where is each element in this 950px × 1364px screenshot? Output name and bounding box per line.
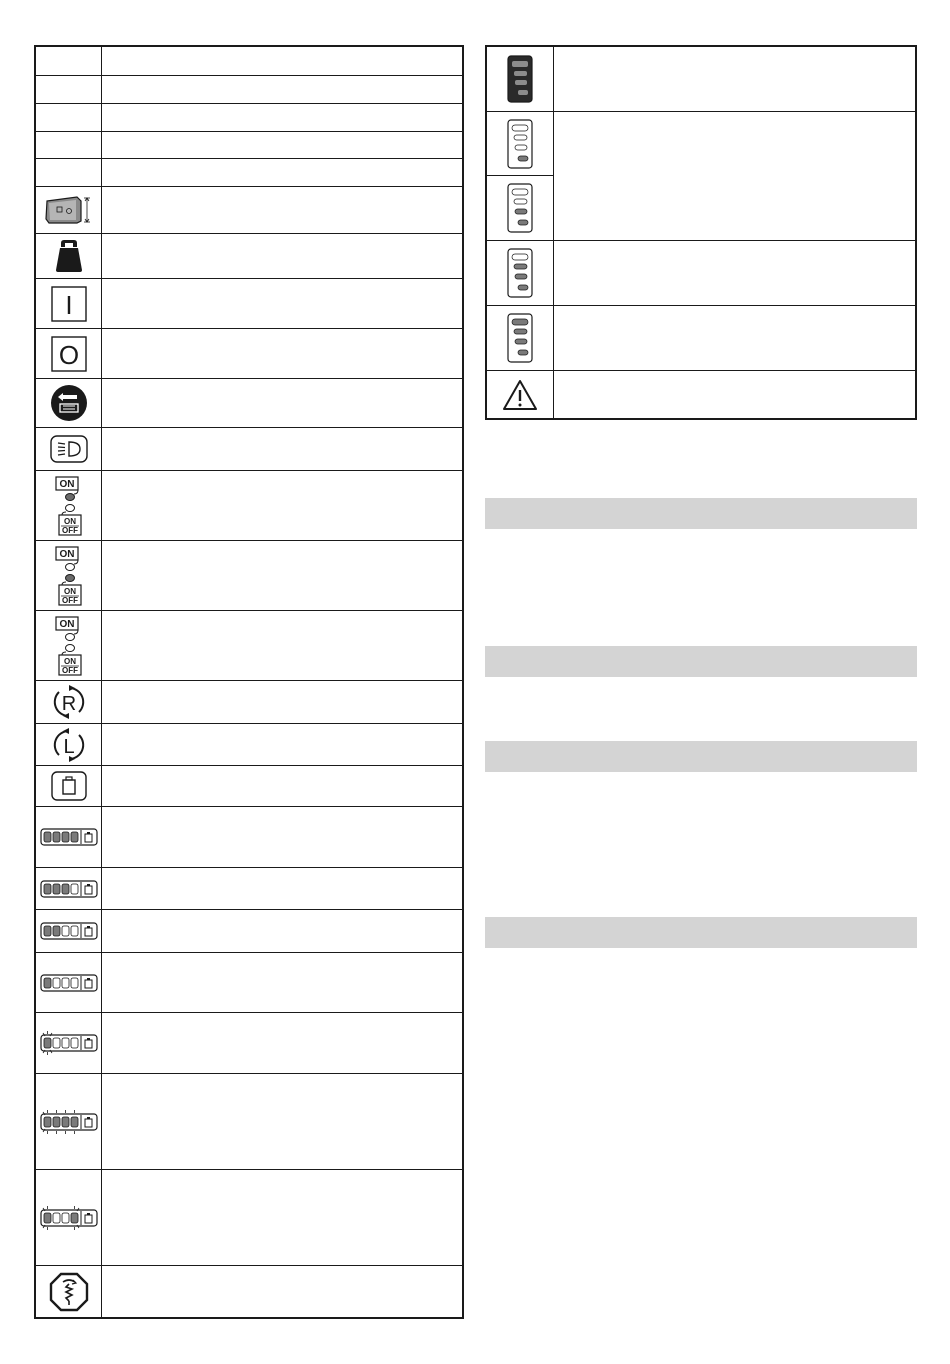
switch-off-symbol: O bbox=[58, 339, 79, 370]
icon-cell bbox=[36, 611, 102, 680]
light-mode-onoff-icon bbox=[54, 546, 84, 606]
icon-cell bbox=[36, 471, 102, 540]
light-mode-on-icon bbox=[54, 476, 84, 536]
section-heading-bar bbox=[485, 917, 917, 948]
section-heading-bar bbox=[485, 498, 917, 529]
description-cell bbox=[554, 241, 915, 305]
onoff-off-label: OFF bbox=[61, 525, 78, 535]
icon-cell bbox=[487, 47, 554, 111]
warning-triangle-icon bbox=[502, 379, 538, 411]
description-cell bbox=[102, 159, 462, 186]
description-cell bbox=[102, 76, 462, 103]
table-row bbox=[36, 909, 462, 952]
description-cell bbox=[102, 428, 462, 470]
rotation-left-icon bbox=[51, 727, 87, 763]
charge-level-4-icon bbox=[507, 313, 533, 363]
rotation-left-symbol: L bbox=[62, 735, 75, 758]
battery-pack-voltage-icon bbox=[43, 195, 95, 225]
icon-cell bbox=[487, 112, 554, 175]
table-row bbox=[36, 540, 462, 610]
description-cell bbox=[554, 112, 915, 175]
table-row bbox=[36, 75, 462, 103]
description-cell bbox=[554, 47, 915, 111]
icon-cell bbox=[487, 241, 554, 305]
icon-cell bbox=[36, 1074, 102, 1169]
battery-level-4-icon bbox=[40, 828, 98, 846]
onoff-on-label: ON bbox=[63, 656, 76, 666]
table-row bbox=[36, 131, 462, 158]
table-row bbox=[36, 103, 462, 131]
icon-cell bbox=[36, 76, 102, 103]
icon-cell bbox=[36, 953, 102, 1012]
symbol-table-left bbox=[34, 45, 464, 1319]
onoff-on-label: ON bbox=[63, 586, 76, 596]
table-row bbox=[487, 305, 915, 370]
table-row bbox=[36, 233, 462, 278]
battery-check-icon bbox=[51, 771, 87, 801]
battery-level-2-icon bbox=[40, 922, 98, 940]
description-cell bbox=[102, 1074, 462, 1169]
table-row bbox=[36, 186, 462, 233]
description-cell bbox=[102, 1013, 462, 1073]
table-row bbox=[36, 680, 462, 723]
icon-cell bbox=[36, 1013, 102, 1073]
table-row bbox=[36, 1073, 462, 1169]
table-row bbox=[487, 370, 915, 418]
table-row bbox=[36, 765, 462, 806]
on-label: ON bbox=[59, 478, 74, 490]
icon-cell bbox=[36, 541, 102, 610]
description-cell bbox=[554, 371, 915, 418]
description-cell bbox=[102, 910, 462, 952]
icon-cell bbox=[36, 234, 102, 278]
description-cell bbox=[554, 175, 915, 240]
icon-cell bbox=[36, 724, 102, 765]
description-cell bbox=[102, 724, 462, 765]
battery-all-blinking-icon bbox=[40, 1108, 98, 1136]
rotation-right-icon bbox=[51, 684, 87, 720]
switch-off-icon bbox=[51, 336, 87, 372]
symbol-table-right bbox=[485, 45, 917, 420]
description-cell bbox=[102, 1170, 462, 1265]
table-row bbox=[36, 867, 462, 909]
table-row bbox=[36, 378, 462, 427]
icon-cell bbox=[36, 807, 102, 867]
onoff-off-label: OFF bbox=[61, 665, 78, 675]
section-heading-bar bbox=[485, 741, 917, 772]
table-row bbox=[36, 1265, 462, 1317]
work-light-icon bbox=[50, 435, 88, 463]
icon-cell bbox=[36, 187, 102, 233]
table-row bbox=[36, 427, 462, 470]
icon-cell bbox=[36, 132, 102, 158]
table-row bbox=[36, 952, 462, 1012]
icon-cell bbox=[36, 159, 102, 186]
description-cell bbox=[102, 47, 462, 75]
switch-on-symbol: I bbox=[64, 289, 73, 320]
rotation-right-symbol: R bbox=[61, 693, 76, 715]
icon-cell bbox=[36, 681, 102, 723]
table-row bbox=[487, 111, 915, 175]
icon-cell bbox=[36, 279, 102, 328]
table-row bbox=[36, 328, 462, 378]
description-cell bbox=[102, 681, 462, 723]
description-cell bbox=[102, 104, 462, 131]
description-cell bbox=[102, 541, 462, 610]
description-cell bbox=[102, 234, 462, 278]
description-cell bbox=[102, 766, 462, 806]
icon-cell bbox=[487, 306, 554, 370]
icon-cell bbox=[36, 104, 102, 131]
icon-cell bbox=[487, 371, 554, 418]
tool-release-icon bbox=[50, 384, 88, 422]
battery-outer-blinking-icon bbox=[40, 1204, 98, 1232]
table-row bbox=[36, 1012, 462, 1073]
switch-on-icon bbox=[51, 286, 87, 322]
on-label: ON bbox=[59, 618, 74, 630]
weight-icon bbox=[55, 239, 83, 273]
description-cell bbox=[102, 1266, 462, 1317]
section-heading-bar bbox=[485, 646, 917, 677]
table-row bbox=[36, 806, 462, 867]
icon-cell bbox=[36, 1170, 102, 1265]
table-row bbox=[487, 240, 915, 305]
table-row bbox=[36, 610, 462, 680]
battery-level-1-icon bbox=[40, 974, 98, 992]
table-row bbox=[36, 278, 462, 328]
battery-level-1-blinking-icon bbox=[40, 1029, 98, 1057]
icon-cell bbox=[36, 766, 102, 806]
description-cell bbox=[102, 868, 462, 909]
description-cell bbox=[102, 279, 462, 328]
battery-level-3-icon bbox=[40, 880, 98, 898]
icon-cell bbox=[487, 175, 554, 240]
on-label: ON bbox=[59, 548, 74, 560]
charge-level-2-icon bbox=[507, 183, 533, 233]
light-mode-off-icon bbox=[54, 616, 84, 676]
table-row bbox=[487, 175, 915, 240]
description-cell bbox=[102, 953, 462, 1012]
description-cell bbox=[102, 379, 462, 427]
charge-level-full-icon bbox=[507, 55, 533, 103]
description-cell bbox=[554, 306, 915, 370]
table-row bbox=[36, 158, 462, 186]
charge-level-3-icon bbox=[507, 248, 533, 298]
icon-cell bbox=[36, 428, 102, 470]
icon-cell bbox=[36, 379, 102, 427]
onoff-off-label: OFF bbox=[61, 595, 78, 605]
onoff-on-label: ON bbox=[63, 516, 76, 526]
icon-cell bbox=[36, 910, 102, 952]
icon-cell bbox=[36, 1266, 102, 1317]
icon-cell bbox=[36, 47, 102, 75]
charge-level-1-icon bbox=[507, 119, 533, 169]
description-cell bbox=[102, 132, 462, 158]
description-cell bbox=[102, 471, 462, 540]
description-cell bbox=[102, 329, 462, 378]
description-cell bbox=[102, 807, 462, 867]
description-cell bbox=[102, 187, 462, 233]
icon-cell bbox=[36, 868, 102, 909]
icon-cell bbox=[36, 329, 102, 378]
table-row bbox=[36, 723, 462, 765]
description-cell bbox=[102, 611, 462, 680]
table-row bbox=[487, 47, 915, 111]
table-row bbox=[36, 470, 462, 540]
table-row bbox=[36, 47, 462, 75]
drilling-mode-icon bbox=[49, 1272, 89, 1312]
table-row bbox=[36, 1169, 462, 1265]
